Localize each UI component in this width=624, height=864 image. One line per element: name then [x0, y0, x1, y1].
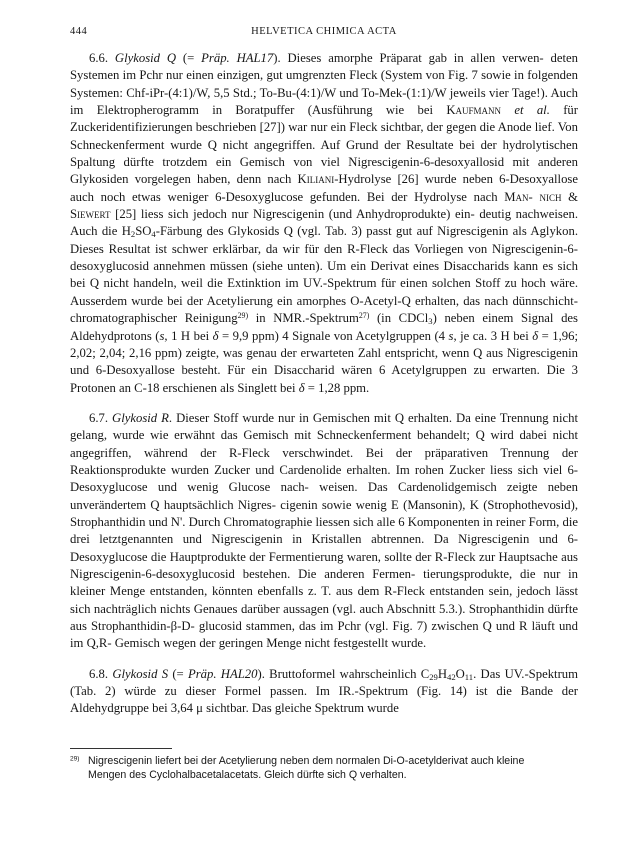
paragraph-line: war nur ein Fleck sichtbar, der gegen die Anode lief. Von Schneckenferment wurde Q [70, 120, 578, 152]
footnote-divider [70, 748, 172, 749]
paragraph-line: glucosid stammen, das im Pchr (vgl. Fig. 7) zwischen Q und R läuft und im Q,R- [70, 619, 578, 651]
paragraph-line: nicht angegriffen. Auf Grund der Resultate bei der hydrolytischen Spaltung dürfte [70, 137, 579, 170]
body-text [70, 50, 578, 718]
paragraph-line: erhalten. Im rohen Zucker liess sich viel 6-Desoxyglucose und wenig Glucose nach- [70, 462, 579, 495]
footnote-29 [70, 754, 578, 782]
paragraph-line: aussagen (vgl. auch Abschnitt 5.3.). Strophanthidin dürfte aus Strophanthidin-β-D- [70, 601, 578, 633]
paragraph-line: ist die Bande der Aldehydgruppe bei 3,64 μ sichtbar. Das gleiche Spektrum wurde [70, 684, 578, 716]
paragraph-line: vorgelegen haben, denn nach Kiliani-Hydrolyse [26] wurde neben 6-Desoxyallose [134, 172, 578, 187]
paragraph-line: 6.7. Glykosid R. Dieser Stoff wurde nur in Gemischen mit Q erhalten. Da eine [89, 410, 496, 425]
paragraph-line: UV.-Spektrum (Tab. 2) würde zu dieser Formel passen. Im IR.-Spektrum (Fig. 14) [70, 666, 579, 699]
paragraph-line: zur Hauptsache aus Nigrescigenin-6-desoxyglucosid bestehen. Die anderen Fermen- [70, 549, 578, 581]
paragraph-line: To-Mek-(1:1)/W jeweils vier Tage!). Auch im Elektropherogramm in Boratpuffer [70, 85, 578, 118]
paragraph-line: tierungsprodukte, die nur in kleiner Menge entstanden, könnten ebenfalls z. T. aus [70, 566, 578, 599]
journal-title: HELVETICA CHIMICA ACTA [251, 26, 397, 37]
paragraph-line: auf Nigrescigenin als Aglykon. Dieses Resultat ist schwer erklärbar, da wir für den [70, 224, 578, 256]
footnote-line: Mengen des Cyclohalbacetalacetats. Gleich dürfte sich Q verhalten. [88, 769, 407, 781]
paragraph-line: Extinktion im UV.-Spektrum für einen solchen Stoff zu hoch wäre. Ausserdem wurde [70, 276, 579, 308]
paragraph-line: 6.8. Glykosid S (= Präp. HAL20). Bruttoformel wahrscheinlich $C_{29}H_{42}O_{11}$. Das [89, 666, 501, 682]
running-header [70, 26, 578, 42]
paragraph-line: chromatographischer Reinigung$^{29)}$ in NMR.-Spektrum$^{27)}$ (in CDCl$_3$) neben einem [70, 311, 514, 327]
paragraph-line: weisen. Das Cardenolidgemisch zeigte neben unverändertem Q hauptsächlich Nigres- [70, 480, 579, 512]
paragraph-line: Fig. 7 sowie in folgenden Systemen: Chf-iPr-(4:1)/W, 5,5 Std.; To-Bu-(4:1)/W und [70, 68, 578, 100]
paragraph-line: (4 s, je ca. 3 H bei δ = 1,96; 2,02; 2,04; 2,16 ppm) zeigte, was genau der erwarteten [70, 328, 579, 360]
paragraph-line: auch noch etwas weniger 6-Desoxyglucose gefunden. Bei der Hydrolyse nach Man- [70, 189, 533, 204]
paragraph-line: Trennung nicht gelang, wurde wie erwähnt das Gemisch mit Schneckenferment [70, 410, 579, 443]
paragraph-6-7 [70, 410, 578, 653]
paragraph-6-8 [70, 666, 578, 718]
paragraph-line: (Ausführung wie bei Kaufmann et al. für Zuckeridentifizierungen beschrieben [27]) [70, 103, 578, 135]
paragraph-line: R-Fleck das Vorliegen von Nigrescigenin-6-desoxyglucosid annehmen müssen (siehe [70, 241, 578, 274]
paragraph-line: letztgenannten und Nigrescigenin in Kristallen abtrennen. Da Nigrescigenin und [99, 532, 558, 547]
paragraph-line: behandelt; Q wird dabei nicht angegriffen, während der R-Fleck verschwindet. Bei [70, 428, 579, 460]
paragraph-line: 6.6. Glykosid Q (= Präp. HAL17). Dieses amorphe Präparat gab in allen verwen- [89, 51, 544, 65]
paragraph-line: dem R-Fleck entstanden sein, jedoch lässt sich nachträglich nichts Genaues darüber [70, 584, 578, 616]
footnote-line: $^{29)}$ Nigrescigenin liefert bei der Acetylierung neben dem normalen Di-O-acetylderivat auch kleine [70, 755, 525, 767]
paragraph-line: Disaccharid wären 6 Acetylgruppen zu erwarten. Die 3 Protonen an C-18 erschienen [70, 363, 578, 395]
paragraph-line: Signal des Aldehydprotons (s, 1 H bei δ = 9,9 ppm) 4 Signale von Acetylgruppen [70, 311, 578, 343]
paragraph-line: 6-Desoxyglucose die Hauptprodukte der Fermentierung waren, sollte der R-Fleck [70, 532, 579, 564]
paragraph-line: deutig nachweisen. Auch die $H_2SO_4$-Färbung des Glykosids Q (vgl. Tab. 3) passt gut [70, 207, 578, 240]
paragraph-line: Gemisch wegen der geringen Menge nicht festgestellt wurde. [114, 636, 427, 651]
paragraph-line: bei der Acetylierung ein amorphes O-Acetyl-Q erhalten, das nach dünnschicht- [167, 293, 578, 308]
paragraph-line: Zahl entspricht, wenn Q aus Nigrescigenin und 6-Desoxyallose besteht. Für ein [70, 345, 578, 378]
paragraph-6-6 [70, 50, 578, 397]
page-number: 444 [70, 26, 88, 37]
paragraph-line: trotzdem ein Gemisch von viel Nigrescigenin-6-desoxyallosid mit anderen Glykosiden [70, 155, 578, 187]
paragraph-line: unten). Um ein Derivat eines Disaccharids kann es sich bei Q nicht handeln, weil die [70, 259, 578, 291]
paragraph-line: deten Systemen im Pchr nur einen einzigen, gut umgrenzten Fleck (System von [70, 51, 578, 83]
paragraph-line: der präparativen Trennung der Reaktionsprodukte wurden Zucker und Cardenolide [70, 445, 579, 477]
paragraph-line: nich & Siewert [25] liess sich jedoch nur Nigrescigenin (und Anhydroprodukte) ein- [70, 189, 579, 222]
paragraph-line: cigenin sowie wenig E (Mansonin), K (Strophothevosid), Strophanthidin und N'. [70, 497, 579, 529]
paragraph-line: als Singlett bei δ = 1,28 ppm. [220, 380, 370, 395]
paragraph-line: Durch Chromatographie liessen sich alle 6 Komponenten in reiner Form, die drei [70, 514, 579, 547]
